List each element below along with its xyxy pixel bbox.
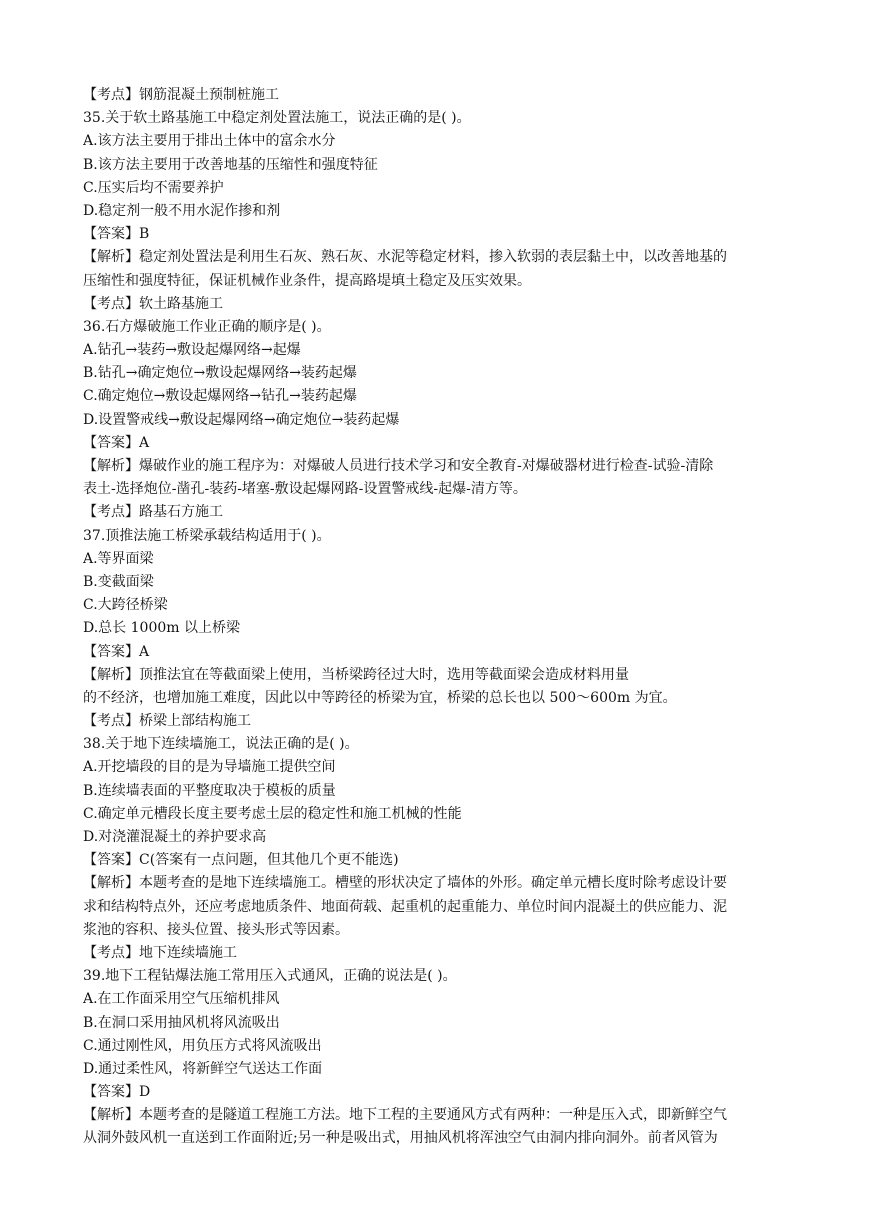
analysis-text: 浆池的容积、接头位置、接头形式等因素。	[83, 921, 349, 938]
question-37: 37.顶推法施工桥梁承载结构适用于( )。	[83, 527, 331, 544]
analysis-text: 【解析】稳定剂处置法是利用生石灰、熟石灰、水泥等稳定材料，掺入软弱的表层黏土中，以改善地基的	[83, 249, 727, 266]
option-b: B.连续墙表面的平整度取决于模板的质量	[83, 782, 336, 799]
analysis-text: 【解析】顶推法宜在等截面梁上使用，当桥梁跨径过大时，选用等截面梁会造成材料用量	[83, 666, 629, 683]
option-b: B.钻孔→确定炮位→敷设起爆网络→装药起爆	[83, 365, 357, 382]
answer-label: 【答案】C(答案有一点问题，但其他几个更不能选)	[83, 852, 399, 869]
analysis-text: 的不经济，也增加施工难度，因此以中等跨径的桥梁为宜，桥梁的总长也以 500～600m 为宜。	[83, 689, 677, 706]
analysis-text: 【解析】本题考查的是地下连续墙施工。槽壁的形状决定了墙体的外形。确定单元槽长度时除考虑设计要	[83, 875, 727, 892]
option-a: A.钻孔→装药→敷设起爆网络→起爆	[83, 342, 301, 359]
analysis-text: 【解析】爆破作业的施工程序为：对爆破人员进行技术学习和安全教育-对爆破器材进行检查-试验-清除	[83, 458, 714, 474]
option-d: D.设置警戒线→敷设起爆网络→确定炮位→装药起爆	[83, 411, 400, 428]
analysis-text: 求和结构特点外，还应考虑地质条件、地面荷载、起重机的起重能力、单位时间内混凝土的供应能力、泥	[83, 898, 727, 915]
analysis-text: 【解析】本题考查的是隧道工程施工方法。地下工程的主要通风方式有两种：一种是压入式，即新鲜空气	[83, 1107, 727, 1124]
question-39: 39.地下工程钻爆法施工常用压入式通风，正确的说法是( )。	[83, 968, 457, 985]
option-c: C.确定炮位→敷设起爆网络→钻孔→装药起爆	[83, 388, 357, 405]
answer-label: 【答案】B	[83, 226, 150, 243]
option-c: C.大跨径桥梁	[83, 597, 168, 614]
question-35: 35.关于软土路基施工中稳定剂处置法施工，说法正确的是( )。	[83, 110, 471, 127]
option-c: C.压实后均不需要养护	[83, 179, 224, 196]
answer-label: 【答案】D	[83, 1084, 151, 1101]
answer-label: 【答案】A	[83, 434, 150, 451]
option-d: D.总长 1000m 以上桥梁	[83, 620, 240, 637]
kaodian-label: 【考点】地下连续墙施工	[83, 944, 237, 961]
option-b: B.在洞口采用抽风机将风流吸出	[83, 1014, 280, 1031]
question-38: 38.关于地下连续墙施工，说法正确的是( )。	[83, 736, 359, 753]
option-a: A.在工作面采用空气压缩机排风	[83, 991, 280, 1008]
kaodian-label: 【考点】钢筋混凝土预制桩施工	[83, 87, 279, 103]
option-a: A.开挖墙段的目的是为导墙施工提供空间	[83, 759, 336, 776]
option-d: D.对浇灌混凝土的养护要求高	[83, 829, 267, 845]
option-c: C.通过刚性风，用负压方式将风流吸出	[83, 1037, 322, 1054]
kaodian-label: 【考点】路基石方施工	[83, 504, 223, 521]
answer-label: 【答案】A	[83, 643, 150, 660]
option-d: D.通过柔性风，将新鲜空气送达工作面	[83, 1060, 323, 1077]
option-b: B.该方法主要用于改善地基的压缩性和强度特征	[83, 156, 378, 173]
question-36: 36.石方爆破施工作业正确的顺序是( )。	[83, 318, 331, 335]
kaodian-label: 【考点】软土路基施工	[83, 295, 223, 312]
option-b: B.变截面梁	[83, 573, 154, 590]
page-content	[83, 84, 789, 1151]
option-c: C.确定单元槽段长度主要考虑土层的稳定性和施工机械的性能	[83, 805, 462, 822]
analysis-text: 从洞外鼓风机一直送到工作面附近;另一种是吸出式，用抽风机将浑浊空气由洞内排向洞外。前者风管为	[83, 1130, 718, 1147]
option-a: A.该方法主要用于排出土体中的富余水分	[83, 133, 336, 150]
option-d: D.稳定剂一般不用水泥作掺和剂	[83, 202, 281, 219]
option-a: A.等界面梁	[83, 550, 154, 567]
kaodian-label: 【考点】桥梁上部结构施工	[83, 713, 251, 730]
analysis-text: 压缩性和强度特征，保证机械作业条件，提高路堤填土稳定及压实效果。	[83, 272, 531, 289]
analysis-text: 表土-选择炮位-凿孔-装药-堵塞-敷设起爆网路-设置警戒线-起爆-清方等。	[83, 481, 527, 498]
